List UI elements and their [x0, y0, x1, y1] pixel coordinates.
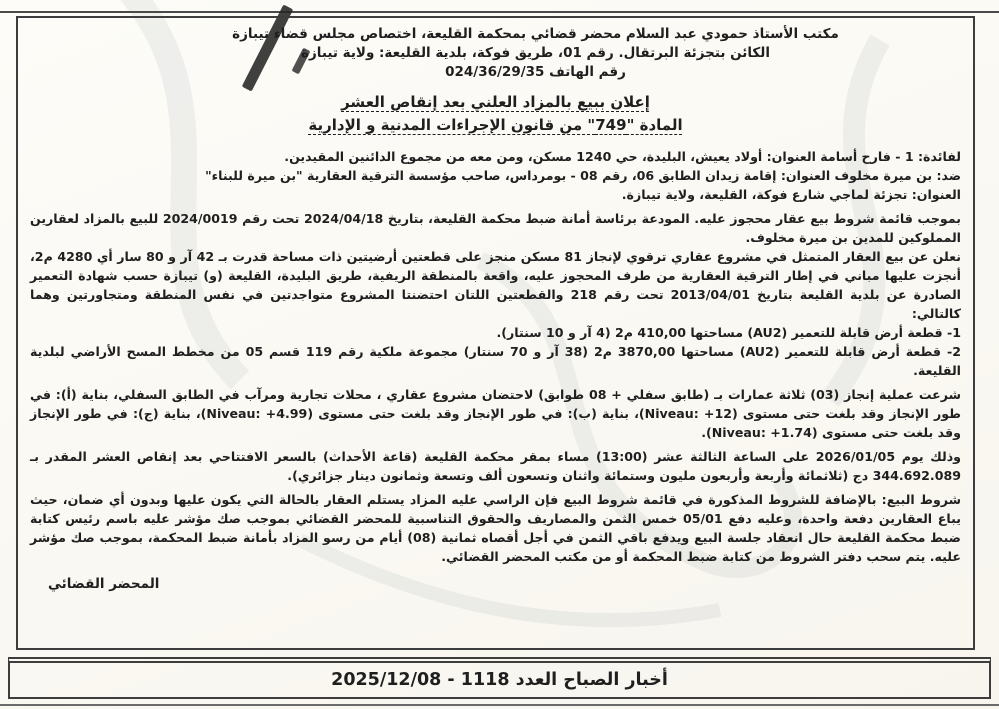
notice-title [30, 91, 961, 137]
notice-body [30, 147, 961, 566]
newspaper-issue-date: أخبار الصباح العدد 1118 - 2025/12/08 [331, 670, 668, 690]
office-header-line: الكائن بتجزئة البرتقال. رقم 01، طريق فوكة، بلدية القليعة: ولاية تيبازة [301, 45, 770, 61]
beneficiary-paragraph: لفائدة: 1 - فارح أسامة العنوان: أولاد يعيش، البليدة، حي 1240 مسكن، ومن معه من مجموع الدائنين المقيدين. [284, 149, 961, 164]
defendant-paragraph: ضد: بن ميرة مخلوف العنوان: إقامة زيدان الطابق 06، رقم 08 - بومرداس، صاحب مؤسسة الترقية العقارية "بن ميرة للبناء" [205, 168, 961, 183]
bailiff-signature: المحضر القضائي [48, 576, 160, 592]
bottom-border-rule [0, 704, 999, 706]
article-reference: المادة "749" من قانون الإجراءات المدنية و الإدارية [308, 116, 683, 134]
top-border-rule [0, 11, 999, 13]
address-paragraph: العنوان: تجزئة لماجي شارع فوكة، القليعة، ولاية تيبازة. [621, 187, 961, 202]
notice-title-line: إعلان ببيع بالمزاد العلني بعد إنقاص العشر [341, 93, 650, 111]
filing-paragraph: بموجب قائمة شروط بيع عقار محجوز عليه. المودعة برئاسة أمانة ضبط محكمة القليعة، بتاريخ 2024/04/18 تحت رقم 2024/0019 للبيع بالمزاد لعقارين المملوكين للمدين بن ميرة مخلوف. [30, 211, 961, 245]
notice-frame [16, 16, 975, 650]
newspaper-footer [8, 657, 991, 699]
office-header-line: مكتب الأستاذ حمودي عبد السلام محضر قضائي بمحكمة القليعة، اختصاص مجلس قضاء تيبازة [232, 26, 839, 42]
buildings-progress-paragraph: شرعت عملية إنجاز (03) ثلاثة عمارات بـ (طابق سفلي + 08 طوابق) لاحتضان مشروع عقاري ، محلات تجارية ومرآب في الطابق السفلي، بناية (أ): في طور الإنجاز وقد بلغت حتى مستوى (Niveau: +12)، بناية (ب): في طور الإنجاز وقد بلغت حتى مستوى (Niveau: +4.99)، بناية (ج): في طور الإنجاز وقد بلغت حتى مستوى (Niveau: +1.74). [30, 387, 962, 440]
office-phone: رقم الهاتف 024/36/29/35 [445, 64, 626, 80]
office-header [140, 25, 931, 82]
parcel-2-item: 2- قطعة أرض قابلة للتعمير (AU2) مساحتها 3870,00 م2 (38 آر و 70 سنتار) مجموعة ملكية رقم 119 قسم 05 من مخطط المسح الأراضي لبلدية القليعة. [30, 344, 961, 378]
sale-conditions-paragraph: شروط البيع: بالإضافة للشروط المذكورة في قائمة شروط البيع فإن الراسي عليه المزاد يستلم العقار بالحالة التي يكون عليها وبدون أي ضمان، حيث يباع العقارين دفعة واحدة، وعليه دفع 05/01 خمس الثمن والمصاريف والحقوق التناسبية للمحضر القضائي بموجب صك مؤشر عليه باسم رئيس كتابة ضبط محكمة القليعة حال انعقاد جلسة البيع ويدفع باقي الثمن في أجل أقصاه ثمانية (08) أيام من رسو المزاد بأمانة ضبط المحكمة، بموجب صك مؤشر عليه. يتم سحب دفتر الشروط من كتابة ضبط المحكمة أو من مكتب المحضر القضائي. [30, 492, 961, 564]
property-description-paragraph: نعلن عن بيع العقار المتمثل في مشروع عقاري ترقوي لإنجاز 81 مسكن منجز على قطعتين أرضيتين ذات مساحة قدرت بـ 42 آر و 80 سار أي 4280 م2، أنجزت عليها مباني في إطار الترقية العقارية من طرف المحجوز عليه، واقعة بالمنطقة الريفية، طريق البليدة، القليعة (و) تيبازة حسب شهادة التعمير الصادرة عن بلدية القليعة بتاريخ 2013/04/01 تحت رقم 218 والقطعتين اللتان احتضنتا المشروع متواجدتين في نفس المنطقة ومتجاورتين وهما كالتالي: [30, 249, 961, 321]
auction-date-price-paragraph: وذلك يوم 2026/01/05 على الساعة الثالثة عشر (13:00) مساء بمقر محكمة القليعة (قاعة الأحداث) بالسعر الافتتاحي بعد إنقاص العشر المقدر بـ 344.692.089 دج (ثلاثمائة وأربعة وأربعون مليون وستمائة واثنان وتسعون ألف وتسعة وثمانون دينار جزائري). [30, 449, 961, 483]
parcel-1-item: 1- قطعة أرض قابلة للتعمير (AU2) مساحتها 410,00 م2 (4 آر و 10 سنتار). [496, 325, 961, 340]
